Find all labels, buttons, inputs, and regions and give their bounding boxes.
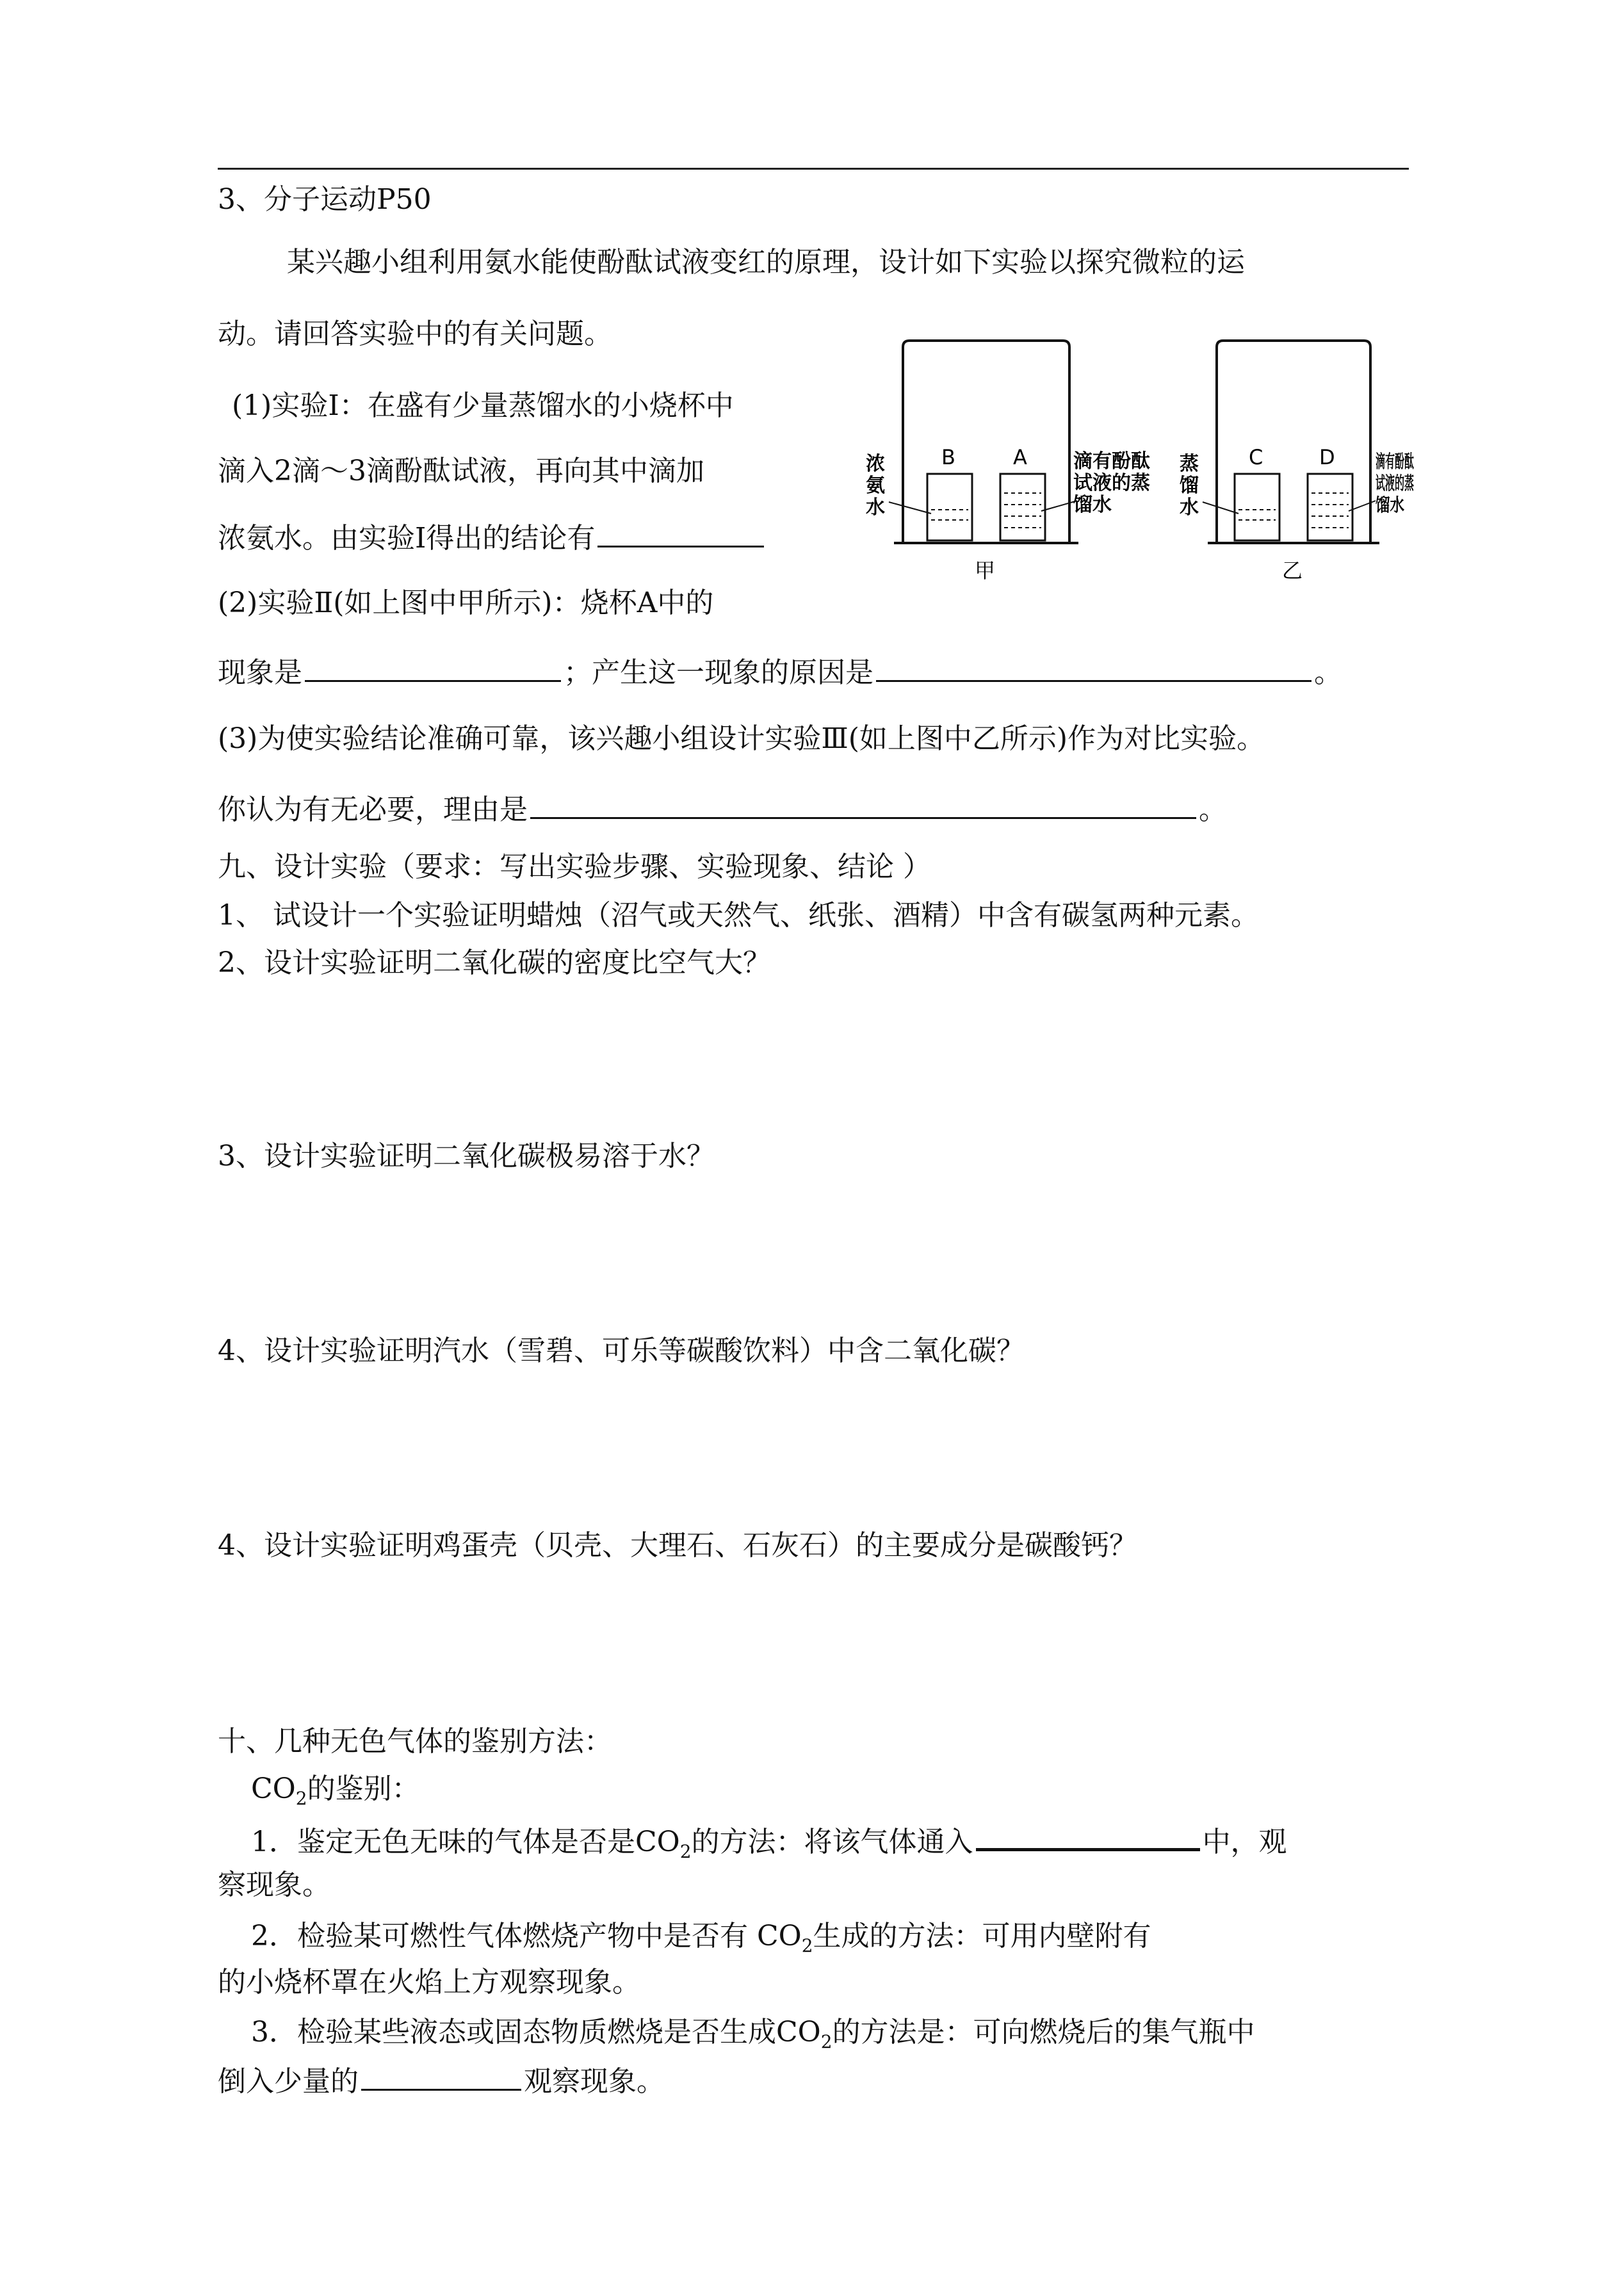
q2-line-1: (2)实验Ⅱ(如上图中甲所示)：烧杯A中的: [218, 587, 714, 619]
answer-blank[interactable]: [530, 789, 1196, 819]
svg-text:蒸: 蒸: [1180, 453, 1199, 475]
beaker-d: [1308, 474, 1352, 540]
section9-item-5: 4、设计实验证明鸡蛋壳（贝壳、大理石、石灰石）的主要成分是碳酸钙？: [218, 1529, 1137, 1562]
co2-heading: $CO_2$的鉴别：: [251, 1772, 420, 1809]
beaker-b: [927, 474, 972, 540]
method-3-line-2: 倒入少量的 观察现象。: [218, 2061, 665, 2101]
jar-yi: [1180, 341, 1414, 583]
section10-title: 十、几种无色气体的鉴别方法：: [218, 1725, 612, 1758]
experiment-figure: [852, 333, 1415, 589]
q1-line-2: 滴入2滴～3滴酚酞试液，再向其中滴加: [218, 455, 704, 487]
svg-text:馏水: 馏水: [1073, 494, 1112, 516]
beaker-c: [1235, 474, 1279, 540]
beaker-a: [1000, 474, 1045, 540]
header-rule: [218, 168, 1409, 170]
q1-line-3: 浓氨水。由实验I得出的结论有: [218, 517, 767, 558]
section9-item-2: 2、设计实验证明二氧化碳的密度比空气大？: [218, 946, 771, 979]
intro-line-2: 动。请回答实验中的有关问题。: [218, 318, 612, 350]
svg-text:水: 水: [1180, 496, 1199, 519]
method-3-line-1: 3．检验某些液态或固态物质燃烧是否生成$CO_2$的方法是：可向燃烧后的集气瓶中: [251, 2016, 1255, 2052]
label-d: D: [1319, 445, 1335, 469]
answer-blank[interactable]: [876, 652, 1311, 682]
svg-text:浓: 浓: [866, 453, 885, 475]
answer-blank[interactable]: [976, 1820, 1200, 1851]
section9-title: 九、设计实验（要求：写出实验步骤、实验现象、结论 ）: [218, 850, 931, 883]
section9-item-1: 1、 试设计一个实验证明蜡烛（沼气或天然气、纸张、酒精）中含有碳氢两种元素。: [218, 899, 1259, 932]
answer-blank[interactable]: [597, 517, 764, 547]
method-2-line-1: 2．检验某可燃性气体燃烧产物中是否有 $CO_2$生成的方法：可用内壁附有: [251, 1920, 1151, 1956]
svg-text:试液的蒸: 试液的蒸: [1073, 472, 1150, 494]
label-a: A: [1013, 445, 1027, 469]
answer-blank[interactable]: [305, 652, 561, 682]
svg-text:试液的蒸: 试液的蒸: [1376, 473, 1414, 494]
method-2-line-2: 的小烧杯罩在火焰上方观察现象。: [218, 1966, 640, 1999]
q2-line-2: 现象是 ；产生这一现象的原因是 。: [218, 652, 1342, 692]
svg-text:馏: 馏: [1180, 474, 1199, 497]
q1-line-1: (1)实验I：在盛有少量蒸馏水的小烧杯中: [232, 389, 734, 422]
svg-text:滴有酚酞: 滴有酚酞: [1376, 451, 1414, 472]
caption-yi: 乙: [1282, 558, 1303, 583]
section9-item-4: 4、设计实验证明汽水（雪碧、可乐等碳酸饮料）中含二氧化碳？: [218, 1334, 1025, 1367]
caption-jia: 甲: [975, 558, 996, 583]
label-c: C: [1249, 445, 1263, 469]
q3-line-2: 你认为有无必要，理由是 。: [218, 789, 1227, 829]
svg-text:滴有酚酞: 滴有酚酞: [1073, 450, 1150, 473]
q3-line-1: (3)为使实验结论准确可靠，该兴趣小组设计实验Ⅲ(如上图中乙所示)作为对比实验。: [218, 722, 1265, 755]
section9-item-3: 3、设计实验证明二氧化碳极易溶于水？: [218, 1140, 715, 1172]
svg-text:馏水: 馏水: [1376, 494, 1404, 515]
method-1-line-1: 1．鉴定无色无味的气体是否是$CO_2$的方法：将该气体通入 中，观: [251, 1820, 1287, 1871]
svg-text:氨: 氨: [866, 474, 885, 497]
jar-jia: [866, 341, 1150, 583]
intro-line-1: 某兴趣小组利用氨水能使酚酞试液变红的原理，设计如下实验以探究微粒的运: [287, 246, 1245, 279]
svg-text:水: 水: [866, 496, 885, 519]
method-1-line-2: 察现象。: [218, 1869, 330, 1901]
label-b: B: [941, 445, 955, 469]
section-title: 3、分子运动P50: [218, 183, 432, 216]
answer-blank[interactable]: [361, 2061, 521, 2091]
